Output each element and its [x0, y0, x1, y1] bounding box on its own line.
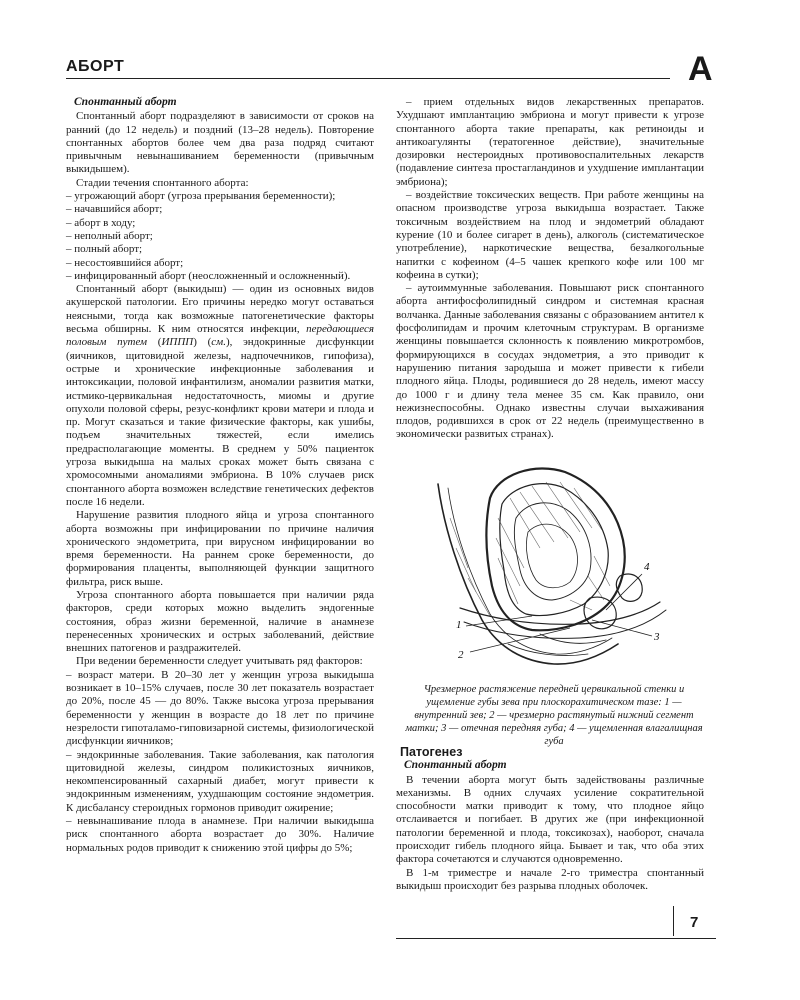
list-item: – угрожающий аборт (угроза прерывания беременности); [66, 190, 336, 203]
paragraph: Угроза спонтанного аборта повышается при наличии ряда факторов, среди которых можно выделить эндогенные состояния, образ жизни беременной, наличие в анамнезе перенесенных хронических и острых заболеваний, действие внешних патогенов и раздражителей. [66, 588, 374, 655]
list-item: – аутоиммунные заболевания. Повышают риск спонтанного аборта антифосфолипидный синдром и системная красная волчанка. Данные заболевания связаны с образованием антител к фосфолипидам и прочим клеточным структурам. В организме женщины повышается склонность к появлению микротромбов, формирующихся в сосудах эндометрия, а это приводит к нарушению питания зародыша и может привести к гибели плодного яйца. Плоды, родившиеся до 28 недель, имеют массу до 1000 г и длину тела менее 35 см. Как правило, они нежизнеспособны. Однако известны случаи выхаживания плодов, родившихся в срок от 22 недель (преимущественно в экономически развитых странах). [396, 282, 704, 441]
list-item: – полный аборт; [66, 243, 143, 256]
section-heading: Патогенез [400, 745, 463, 759]
subheading: Спонтанный аборт [74, 96, 177, 108]
paragraph: Нарушение развития плодного яйца и угроза спонтанного аборта возможны при инфицировании по причине наличия хронического эндометрита, при вирусном инфицировании во время беременности. На раннем сроке беременности, до формирования плаценты, выполняющей функции защитного фильтра, риск выше. [66, 509, 374, 588]
section-letter: А [688, 50, 713, 88]
paragraph: В 1-м триместре и начале 2-го триместра спонтанный выкидыш происходит без разрыва плодных оболочек. [396, 866, 704, 892]
pathogenesis-section [396, 746, 704, 893]
paragraph: Спонтанный аборт подразделяют в зависимости от сроков на ранний (до 12 недель) и поздний (13–28 недель). Повторение спонтанных абортов более чем два раза подряд считают привычным невынашиванием беременности (привычным выкидышем). [66, 110, 374, 176]
list-item: – воздействие токсических веществ. При работе женщины на опасном производстве угроза выкидыша возрастает. Также токсичным воздействием на плод и эндометрий обладают курение (10 и более сигарет в день), алкоголь (систематическое употребление), наркотические вещества, безалкогольные напитки с кофеином (4–5 чашек крепкого кофе или 100 мг кофеина в сутки); [396, 189, 704, 281]
text-run: ( [147, 336, 162, 349]
list-item: – возраст матери. В 20–30 лет у женщин угроза выкидыша возникает в 10–15% случаев, после 30 лет показатель возрастает до 20%, после 45 — до 80%. Также высока угроза прерывания беременности у женщин в возрасте до 18 лет по причине незрелости гипоталамо-гиповизарной системы, физиологической дисфункции яичников; [66, 668, 374, 748]
running-header-title: АБОРТ [66, 58, 125, 75]
list-item: – эндокринные заболевания. Такие заболевания, как патология щитовидной железы, синдром поликистозных яичников, некомпенсированный сахарный диабет, могут привести к эндокринным изменениям, ухудшающим состояние эндометрия. К дисбалансу стероидных гормонов приводит ожирение; [66, 748, 374, 814]
right-column [396, 96, 704, 442]
list-item: – несостоявшийся аборт; [66, 256, 184, 269]
figure-label-2: 2 [458, 649, 464, 661]
list-item: – аборт в ходу; [66, 216, 136, 229]
page-number: 7 [690, 914, 699, 931]
list-item: – прием отдельных видов лекарственных препаратов. Ухудшают имплантацию эмбриона и могут привести к угрозе спонтанного аборта такие препараты, как ретиноиды и антикоагулянты (тератогенное действие), значительные дозировки нестероидных противовоспалительных лекарств (подавление синтеза простагландинов и ухудшение имплантации эмбриона); [396, 96, 704, 188]
header-rule [66, 78, 670, 79]
cross-reference: см. [211, 336, 226, 349]
anatomical-illustration [420, 458, 690, 680]
figure-label-4: 4 [644, 561, 650, 573]
text-run: Спонтанный аборт (выкидыш) — один из основных видов акушерской патологии. Его причины нередко могут оставаться неясными, тогда как возможные патогенетические факторы весьма обширны. К ним относятся инфекции, [66, 283, 374, 336]
text-run: ) ( [193, 336, 212, 349]
emphasis: передающиеся половым путем [66, 323, 374, 349]
emphasis: ИППП [161, 336, 194, 349]
list-item: – инфицированный аборт (неосложненный и осложненный). [66, 269, 351, 282]
paragraph: При ведении беременности следует учитывать ряд факторов: [76, 655, 363, 668]
left-column [66, 96, 374, 855]
list-intro: Стадии течения спонтанного аборта: [76, 176, 249, 189]
subheading: Спонтанный аборт [404, 759, 507, 772]
list-item: – начавшийся аборт; [66, 203, 163, 216]
figure-label-3: 3 [654, 631, 660, 643]
text-run: ), эндокринные дисфункции (яичников, щитовидной железы, надпочечников, гипофиза), острые и хронические инфекционные заболевания и интоксикации, половой инфантилизм, аномалии развития матки, истмико-цервикальная недостаточность, миомы и другие опухоли половой сферы, резус-конфликт крови матери и плода и пр. Могут сказаться и такие физические факторы, как ушибы, подъем значительных тяжестей, если имелись предрасполагающие моменты. В среднем у 50% пациенток угроза выкидыша на малых сроках может быть связана с хромосомными аномалиями эмбриона. В 10% случаев риск спонтанного аборта возможен вследствие генетических дефектов после 16 недели. [66, 336, 375, 508]
footer-rule [396, 938, 716, 939]
paragraph [66, 283, 374, 509]
figure-caption: Чрезмерное растяжение передней цервикальной стенки и ущемление губы зева при плоскорахитическом тазе: 1 — внутренний зев; 2 — чрезмерно растянутый нижний сегмент матки; 3 — отечная передняя губа; 4 — ущемленная влагалищная губа [405, 684, 703, 747]
figure-label-1: 1 [456, 619, 462, 631]
paragraph: В течении аборта могут быть задействованы различные механизмы. В одних случаях усиление сократительной способности матки приводит к тому, что плодное яйцо отслаивается и погибает. В других же (при инфекционной патологии беременной и плода, токсикозах), наоборот, сначала происходит гибель плодного яйца. Бывает и так, что оба этих фактора сочетаются и случаются одновременно. [396, 773, 704, 866]
list-item: – невынашивание плода в анамнезе. При наличии выкидыша риск спонтанного аборта возрастает до 30%. Наличие нормальных родов приводит к снижению этой цифры до 5%; [66, 815, 374, 854]
list-item: – неполный аборт; [66, 229, 153, 242]
